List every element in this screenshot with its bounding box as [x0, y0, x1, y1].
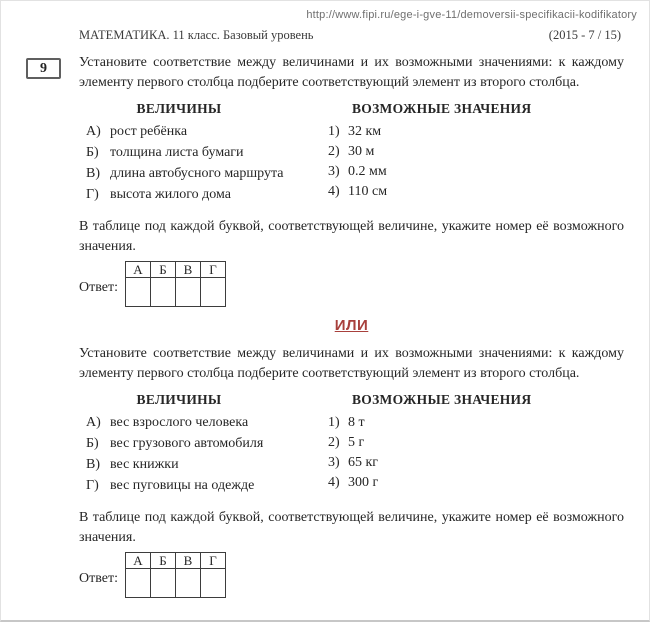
answer-table — [125, 261, 226, 307]
item-label: 2) — [328, 144, 340, 159]
answer-cell — [200, 278, 225, 307]
answer-instruction: В таблице под каждой буквой, соответствующей величине, укажите номер её возможного значения. — [79, 510, 624, 545]
item-label: А) — [86, 124, 101, 139]
source-url: http://www.fipi.ru/ege-i-gve-11/demoversii-specifikacii-kodifikatory — [306, 9, 637, 21]
answer-column-header: Б — [150, 262, 175, 278]
answer-column-header: В — [175, 553, 200, 569]
possible-values-header: ВОЗМОЖНЫЕ ЗНАЧЕНИЯ — [352, 392, 532, 407]
item-label: 1) — [328, 415, 340, 430]
answer-label: Ответ: — [79, 280, 118, 295]
answer-column-header: А — [125, 262, 150, 278]
item-text: 0.2 мм — [348, 164, 387, 179]
answer-column-header: А — [125, 553, 150, 569]
item-text: вес взрослого человека — [110, 415, 249, 430]
answer-table-body-row — [125, 278, 225, 307]
quantities-header: ВЕЛИЧИНЫ — [136, 392, 222, 407]
list-item — [328, 184, 624, 200]
answer-table-header-row — [125, 553, 225, 569]
matching-columns — [79, 390, 624, 499]
item-label: Г) — [86, 478, 99, 493]
item-text: 8 т — [348, 415, 365, 430]
list-item — [86, 436, 326, 452]
task-variant-1 — [79, 53, 624, 307]
possible-values-column — [326, 99, 624, 208]
answer-column-header: Г — [200, 553, 225, 569]
item-text: рост ребёнка — [110, 124, 188, 139]
item-text: 32 км — [348, 124, 382, 139]
item-label: Б) — [86, 436, 99, 451]
answer-cell — [125, 278, 150, 307]
answer-cell — [150, 569, 175, 598]
item-label: В) — [86, 166, 100, 181]
list-item — [86, 478, 326, 494]
answer-table-header-row — [125, 262, 225, 278]
answer-area — [79, 261, 624, 307]
task-prompt: Установите соответствие между величинами и их возможными значениями: к каждому элементу первого столбца подберите соответствующий элемент из второго столбца. — [79, 346, 624, 381]
document-header — [79, 28, 621, 43]
item-text: вес книжки — [110, 457, 179, 472]
list-item — [328, 164, 624, 180]
list-item — [86, 457, 326, 473]
list-item — [86, 145, 326, 161]
answer-column-header: Г — [200, 262, 225, 278]
list-item — [328, 475, 624, 491]
list-item — [86, 415, 326, 431]
answer-cell — [175, 278, 200, 307]
answer-column-header: Б — [150, 553, 175, 569]
list-item — [328, 455, 624, 471]
task-prompt: Установите соответствие между величинами и их возможными значениями: к каждому элементу первого столбца подберите соответствующий элемент из второго столбца. — [79, 55, 624, 90]
list-item — [86, 166, 326, 182]
item-text: толщина листа бумаги — [110, 145, 244, 160]
answer-cell — [150, 278, 175, 307]
item-label: В) — [86, 457, 100, 472]
item-text: 300 г — [348, 475, 379, 490]
item-label: Г) — [86, 187, 99, 202]
item-text: высота жилого дома — [110, 187, 231, 202]
answer-instruction: В таблице под каждой буквой, соответствующей величине, укажите номер её возможного значения. — [79, 219, 624, 254]
item-text: вес грузового автомобиля — [110, 436, 264, 451]
question-number: 9 — [40, 61, 47, 76]
quantities-column — [79, 390, 326, 499]
or-divider: ИЛИ — [334, 317, 369, 334]
item-text: вес пуговицы на одежде — [110, 478, 255, 493]
possible-values-column — [326, 390, 624, 499]
task-variant-2 — [79, 344, 624, 598]
answer-area — [79, 552, 624, 598]
item-label: А) — [86, 415, 101, 430]
doc-title: МАТЕМАТИКА. 11 класс. Базовый уровень — [79, 28, 314, 42]
list-item — [328, 144, 624, 160]
list-item — [86, 124, 326, 140]
list-item — [328, 415, 624, 431]
item-text: 110 см — [348, 184, 388, 199]
matching-columns — [79, 99, 624, 208]
answer-table — [125, 552, 226, 598]
possible-values-header: ВОЗМОЖНЫЕ ЗНАЧЕНИЯ — [352, 101, 532, 116]
question-content — [79, 53, 624, 598]
answer-table-body-row — [125, 569, 225, 598]
quantities-header: ВЕЛИЧИНЫ — [136, 101, 222, 116]
item-label: 1) — [328, 124, 340, 139]
item-label: 2) — [328, 435, 340, 450]
item-text: 5 г — [348, 435, 365, 450]
page-indicator: (2015 - 7 / 15) — [548, 28, 621, 42]
item-label: 3) — [328, 455, 340, 470]
answer-cell — [200, 569, 225, 598]
item-label: 4) — [328, 475, 340, 490]
answer-cell — [125, 569, 150, 598]
list-item — [328, 435, 624, 451]
item-text: длина автобусного маршрута — [110, 166, 284, 181]
item-label: Б) — [86, 145, 99, 160]
item-label: 4) — [328, 184, 340, 199]
item-text: 30 м — [348, 144, 375, 159]
question-number-box — [26, 58, 61, 79]
answer-column-header: В — [175, 262, 200, 278]
item-text: 65 кг — [348, 455, 379, 470]
list-item — [86, 187, 326, 203]
answer-label: Ответ: — [79, 571, 118, 586]
item-label: 3) — [328, 164, 340, 179]
list-item — [328, 124, 624, 140]
answer-cell — [175, 569, 200, 598]
quantities-column — [79, 99, 326, 208]
